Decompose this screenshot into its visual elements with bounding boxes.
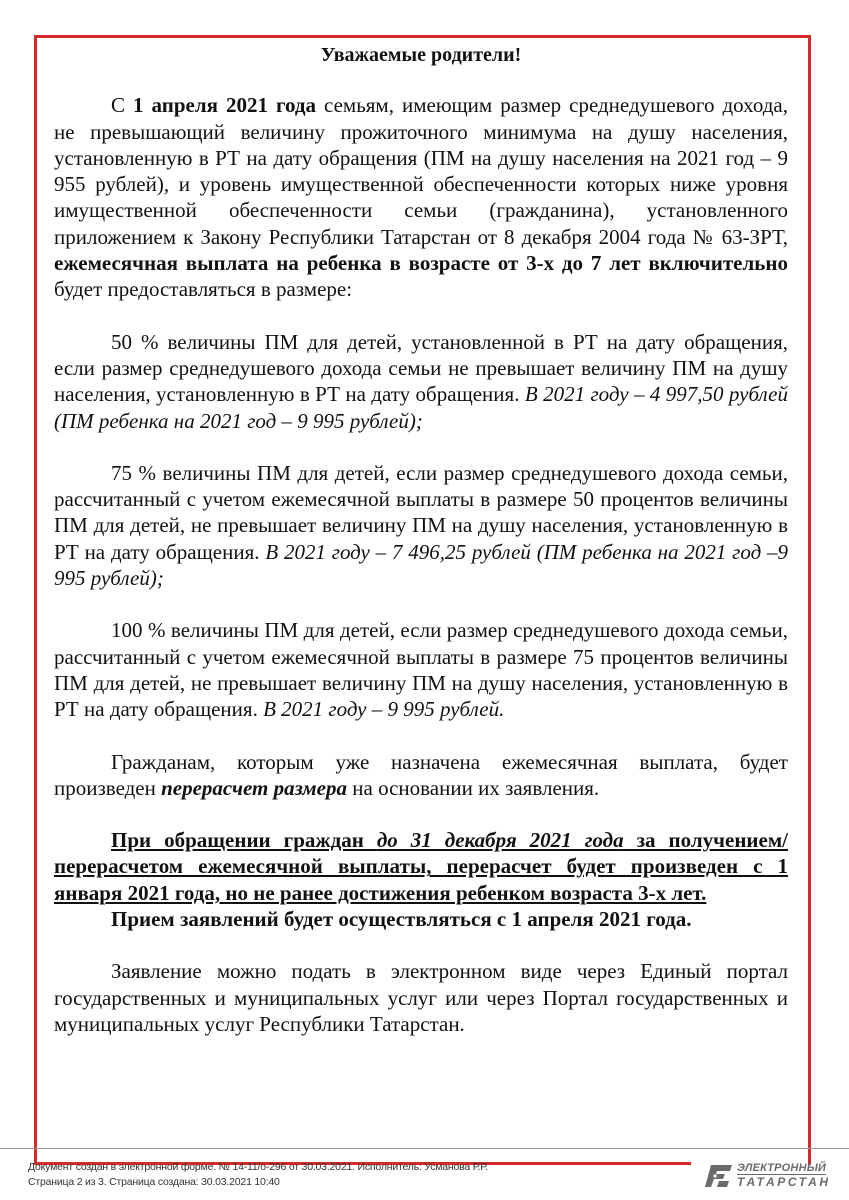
option-75-text: 75 % величины ПМ для детей, если размер среднедушевого дохода семьи, рассчитанный с учетом ежемесячной выплаты в размере 50 процентов величины ПМ для детей, не превышает величину ПМ на душу населения, установленную в РТ на дату обращения.: [54, 460, 788, 564]
deadline-paragraph: [54, 827, 788, 906]
logo-line-1: ЭЛЕКТРОННЫЙ: [737, 1162, 827, 1174]
option-75-amount: В 2021 году – 7 496,25 рублей (ПМ ребенка на 2021 год –9 995 рублей);: [54, 539, 789, 591]
option-75-paragraph: [54, 460, 788, 591]
footer-page-info: Страница 2 из 3. Страница создана: 30.03.2021 10:40: [28, 1176, 280, 1188]
electronic-tatarstan-logo: [705, 1160, 831, 1192]
option-100-amount: В 2021 году – 9 995 рублей.: [263, 697, 505, 722]
option-100-paragraph: [54, 617, 788, 722]
logo-mark-icon: [705, 1164, 733, 1188]
deadline-text-end: за получением/перерасчетом ежемесячной выплаты, перерасчет будет произведен с 1 января 2021 года, но не ранее достижения ребенком возраста 3-х лет.: [54, 828, 788, 905]
option-50-amount: В 2021 году – 4 997,50 рублей (ПМ ребенка на 2021 год – 9 995 рублей);: [54, 382, 789, 433]
intro-text: семьям, имеющим размер среднедушевого дохода, не превышающий величину прожиточного минимума на душу населения, установленную в РТ на дату обращения (ПМ на душу населения на 2021 год – 9 955 рублей), и уровень имущественной обеспеченности которых ниже уровня имущественной обеспеченности семьи (гражданина), установленного приложением к Закону Республики Татарстан от 8 декабря 2004 года № 63-ЗРТ,: [54, 93, 789, 249]
intro-prefix: С: [111, 93, 134, 118]
recalc-paragraph: [54, 749, 788, 802]
option-100-text: 100 % величины ПМ для детей, если размер среднедушевого дохода семьи, рассчитанный с учетом ежемесячной выплаты в размере 75 процентов величины ПМ для детей, не превышает величину ПМ на душу населения, установленную в РТ на дату обращения.: [54, 618, 788, 722]
portal-paragraph: Заявление можно подать в электронном виде через Единый портал государственных и муниципальных услуг или через Портал государственных и муниципальных услуг Республики Татарстан.: [54, 959, 788, 1036]
footer-document-info: Документ создан в электронной форме. № 14-11/о-296 от 30.03.2021. Исполнитель: Усманова Р.Р.: [28, 1161, 488, 1173]
deadline-text: При обращении граждан: [111, 828, 377, 853]
intro-paragraph: [54, 92, 788, 302]
intro-payment: ежемесячная выплата на ребенка в возрасте от 3-х до 7 лет включительно: [54, 251, 788, 276]
intro-text-end: будет предоставляться в размере:: [54, 277, 353, 302]
recalc-emphasis: перерасчет размера: [161, 775, 348, 800]
recalc-text: Гражданам, которым уже назначена ежемесячная выплата, будет произведен: [54, 749, 788, 800]
recalc-text-end: на основании их заявления.: [347, 775, 600, 800]
logo-line-2: ТАТАРСТАН: [737, 1175, 831, 1189]
deadline-date: до 31 декабря 2021 года: [376, 828, 624, 853]
page-separator: [0, 1148, 849, 1149]
intro-date: 1 апреля 2021 года: [133, 93, 317, 118]
document-footer: [28, 1160, 488, 1190]
acceptance-notice: Прием заявлений будет осуществляться с 1 апреля 2021 года.: [111, 907, 692, 932]
document-body: [54, 40, 788, 1037]
document-title: Уважаемые родители!: [320, 44, 522, 66]
option-50-text: 50 % величины ПМ для детей, установленной в РТ на дату обращения, если размер среднедушевого дохода семьи не превышает величину ПМ на душу населения, установленную в РТ на дату обращения.: [54, 329, 788, 407]
option-50-paragraph: [54, 329, 788, 434]
